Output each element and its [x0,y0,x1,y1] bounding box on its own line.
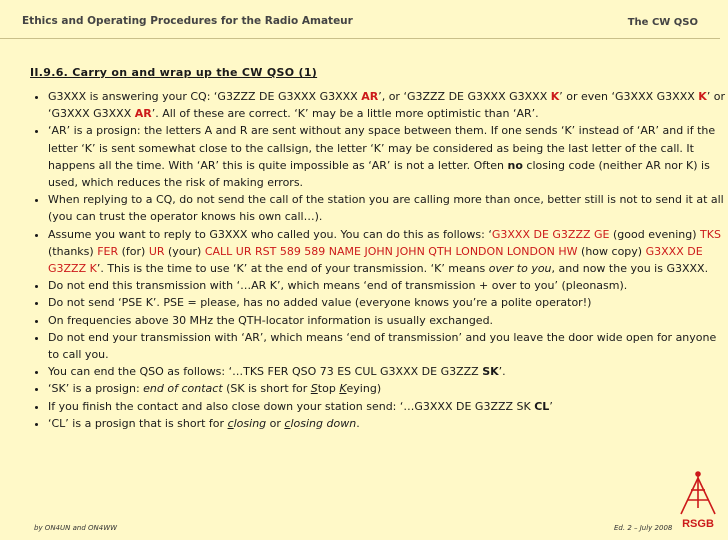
rsgb-antenna-logo-icon [677,470,719,530]
header-document-title: Ethics and Operating Procedures for the Radio Amateur [22,15,353,27]
bullet-item [48,122,728,191]
bullet-text-run: Do not end this transmission with ‘…AR K’, which means ‘end of transmission + over to you’ (pleonasm). [48,279,628,293]
bullet-text-run: UR [148,244,165,258]
bullet-item [48,380,728,397]
bullet-item [48,312,728,329]
bullet-text-run: You can end the QSO as follows: ‘…TKS FER QSO 73 ES CUL G3XXX DE G3ZZZ [48,365,483,379]
header-section-title: The CW QSO [627,17,698,28]
bullet-text-run: (how copy) [577,244,646,258]
bullet-item [48,226,728,278]
bullet-text-run: G3XXX is answering your CQ: ‘G3ZZZ DE G3XXX G3XXX [48,90,362,103]
bullet-text-run: ’. This is the time to use ‘K’ at the end of your transmission. ‘K’ means [96,262,489,276]
bullet-text-run: Do not end your transmission with ‘AR’, which means ‘end of transmission’ and you leave the door wide open for anyone to call you. [48,330,717,362]
bullet-text-run: TKS [700,227,721,241]
bullet-text-run: When replying to a CQ, do not send the call of the station you are calling more than once, better still is not to send it at all (you can trust the operator knows his own call…). [48,193,724,224]
bullet-text-run: S [310,382,318,396]
bullet-text-run: over to you [488,262,552,276]
bullet-text-run: , and now the you is G3XXX. [551,262,709,276]
header-divider [0,38,720,39]
bullet-text-run: K [698,90,707,103]
bullet-text-run: ’. All of these are correct. ‘K’ may be a little more optimistic than ‘AR’. [151,107,539,121]
bullet-text-run: closing code (neither AR nor K) is used, which reduces the risk of making errors. [48,158,710,190]
bullet-text-run: ’ [549,399,553,413]
bullet-text-run: FER [97,244,119,258]
bullet-item [48,294,728,311]
bullet-text-run: CALL UR RST 589 589 NAME JOHN JOHN QTH LONDON LONDON HW [204,244,578,258]
bullet-text-run: (your) [164,244,205,258]
bullet-text-run: ‘SK’ is a prosign: [48,382,144,396]
bullet-text-run: G3XXX DE G3ZZZ GE [491,227,610,241]
bullet-text-run: ’ or even ‘G3XXX G3XXX [559,90,699,103]
bullet-text-run: SK [482,365,499,379]
bullet-text-run: ‘CL’ is a prosign that is short for [48,416,228,430]
bullet-text-run: AR [134,107,152,121]
logo-text: RSGB [682,518,714,530]
bullet-text-run: c [227,416,234,430]
bullet-text-run: AR [361,90,379,103]
footer-authors: by ON4UN and ON4WW [34,524,118,532]
bullet-text-run: . [356,416,360,430]
bullet-item [48,398,728,415]
bullet-text-run: (thanks) [48,244,98,258]
bullet-item [48,191,728,225]
bullet-item [48,363,728,380]
bullet-text-run: ’ or ‘G3XXX G3XXX [48,90,726,121]
bullet-item [48,415,728,432]
bullet-text-run: eying) [346,382,382,396]
bullet-item [48,277,728,294]
bullet-text-run: no [507,158,523,172]
bullet-text-run: c [284,416,291,430]
footer-edition: Ed. 2 – July 2008 [614,524,673,532]
bullet-text-run: K [339,382,347,396]
bullet-text-run: CL [534,399,550,413]
bullet-text-run: Assume you want to reply to G3XXX who called you. You can do this as follows: ‘ [48,227,492,241]
section-title: II.9.6. Carry on and wrap up the CW QSO (1) [30,66,318,79]
bullet-text-run: On frequencies above 30 MHz the QTH-locator information is usually exchanged. [48,313,494,327]
bullet-text-run: ’. [498,365,506,379]
bullet-text-run: K [550,90,560,103]
bullet-text-run: top [317,382,340,396]
bullet-text-run: (SK is short for [222,382,311,396]
bullet-text-run: losing down [290,416,357,430]
bullet-list [24,88,728,432]
bullet-text-run: (good evening) [609,227,701,241]
bullet-text-run: (for) [118,244,149,258]
bullet-item [48,329,728,363]
bullet-text-run: losing [233,416,267,430]
bullet-text-run: ‘AR’ is a prosign: the letters A and R are sent without any space between them. If one sends ‘K’ instead of ‘AR’ and if the letter ‘K’ is sent somewhat close to the callsign, the letter ‘K’ may be considered as being the last letter of the call. It happens all the time. With ‘AR’ this is quite impossible as ‘AR’ is not a letter. Often [48,124,716,172]
bullet-text-run: or [266,416,285,430]
bullet-text-run: ’, or ‘G3ZZZ DE G3XXX G3XXX [378,90,551,103]
bullet-text-run: G3XXX DE G3ZZZ K [48,244,703,276]
bullet-text-run: end of contact [143,382,223,396]
bullet-text-run: Do not send ‘PSE K’. PSE = please, has no added value (everyone knows you’re a polite operator!) [48,296,592,310]
bullet-text-run: If you finish the contact and also close down your station send: ‘…G3XXX DE G3ZZZ SK [48,399,535,413]
bullet-item [48,88,728,122]
